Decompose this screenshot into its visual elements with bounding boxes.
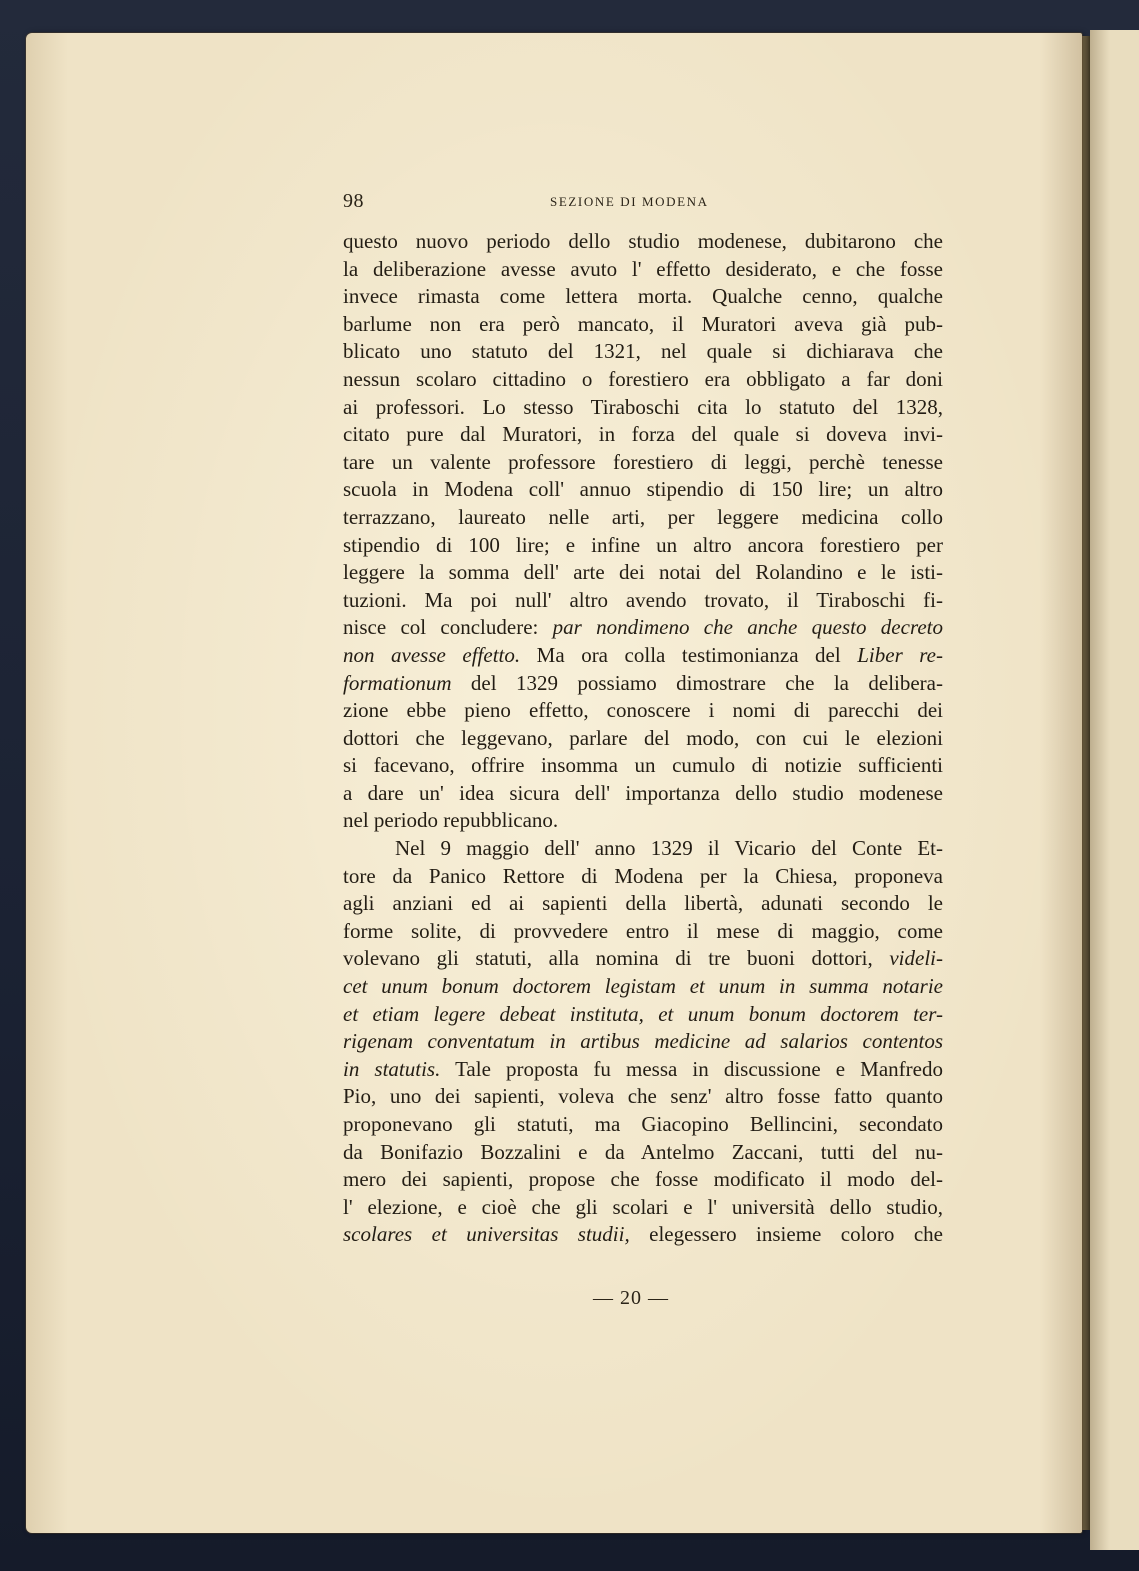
italic-text: formationum xyxy=(343,670,452,695)
section-title: SEZIONE DI MODENA xyxy=(550,194,709,209)
running-head xyxy=(343,190,943,216)
text-run: nel periodo repubblicano. xyxy=(343,808,559,833)
italic-text: par nondimeno che anche questo decreto xyxy=(552,615,943,640)
text-run: ai professori. Lo stesso Tiraboschi cita lo statuto del 1328, xyxy=(343,394,943,419)
text-run: dottori che leggevano, parlare del modo, con cui le elezioni xyxy=(343,725,943,750)
text-line xyxy=(343,1166,943,1194)
italic-text: et etiam legere debeat instituta, et unum bonum doctorem ter- xyxy=(343,1001,943,1026)
text-run: barlume non era però mancato, il Muratori aveva già pub- xyxy=(343,311,943,336)
text-line xyxy=(343,863,943,891)
text-line xyxy=(343,283,943,311)
footer-page-marker: — 20 — xyxy=(593,1287,669,1309)
italic-text: videli- xyxy=(889,946,943,971)
text-run: questo nuovo periodo dello studio modenese, dubitarono che xyxy=(343,229,943,253)
page-number: 98 xyxy=(343,190,364,212)
text-run: nessun scolaro cittadino o forestiero era obbligato a far doni xyxy=(343,366,943,391)
text-line xyxy=(343,587,943,615)
text-line xyxy=(343,394,943,422)
text-run: Ma ora colla testimonianza del xyxy=(520,642,858,667)
text-line xyxy=(343,559,943,587)
text-line xyxy=(343,780,943,808)
text-line xyxy=(343,476,943,504)
text-line xyxy=(343,752,943,780)
text-line xyxy=(343,338,943,366)
text-line xyxy=(343,366,943,394)
text-run: leggere la somma dell' arte dei notai del Rolandino e le isti- xyxy=(343,560,943,585)
text-line xyxy=(343,642,943,670)
text-line xyxy=(343,1111,943,1139)
text-run: forme solite, di provvedere entro il mese di maggio, come xyxy=(343,918,943,943)
text-line xyxy=(343,449,943,477)
text-run: blicato uno statuto del 1321, nel quale si dichiarava che xyxy=(343,339,943,364)
adjacent-page-edge xyxy=(1090,30,1139,1550)
text-run: mero dei sapienti, propose che fosse modificato il modo del- xyxy=(343,1167,943,1192)
text-line xyxy=(343,614,943,642)
text-run: scuola in Modena coll' annuo stipendio di 150 lire; un altro xyxy=(343,477,943,502)
text-line xyxy=(343,835,943,863)
text-line xyxy=(343,504,943,532)
text-run: agli anziani ed ai sapienti della libertà, adunati secondo le xyxy=(343,891,943,916)
paragraph xyxy=(343,228,943,835)
text-run: stipendio di 100 lire; e infine un altro ancora forestiero per xyxy=(343,532,943,557)
text-line xyxy=(343,1056,943,1084)
text-line xyxy=(343,973,943,1001)
text-run: tore da Panico Rettore di Modena per la Chiesa, proponeva xyxy=(343,863,943,888)
text-line xyxy=(343,807,943,835)
page-gutter-shadow xyxy=(1082,36,1090,1530)
text-run: da Bonifazio Bozzalini e da Antelmo Zaccani, tutti del nu- xyxy=(343,1139,943,1164)
text-line xyxy=(343,421,943,449)
text-run: del 1329 possiamo dimostrare che la delibera- xyxy=(451,670,943,695)
text-run: la deliberazione avesse avuto l' effetto desiderato, e che fosse xyxy=(343,256,943,281)
text-run: tare un valente professore forestiero di leggi, perchè tenesse xyxy=(343,449,943,474)
text-run: terrazzano, laureato nelle arti, per leggere medicina collo xyxy=(343,504,943,529)
text-run: tuzioni. Ma poi null' altro avendo trovato, il Tiraboschi fi- xyxy=(343,587,943,612)
italic-text: cet unum bonum doctorem legistam et unum in summa notarie xyxy=(343,974,943,999)
text-run: nisce col concludere: xyxy=(343,615,553,640)
text-run: Tale proposta fu messa in discussione e Manfredo xyxy=(440,1056,943,1081)
text-line xyxy=(343,890,943,918)
body-text xyxy=(343,228,943,1249)
text-line xyxy=(343,918,943,946)
text-line xyxy=(343,532,943,560)
text-line xyxy=(343,1221,943,1249)
text-line xyxy=(343,1028,943,1056)
text-run: a dare un' idea sicura dell' importanza dello studio modenese xyxy=(343,780,943,805)
text-run: zione ebbe pieno effetto, conoscere i nomi di parecchi dei xyxy=(343,698,943,723)
text-run: Pio, uno dei sapienti, voleva che senz' altro fosse fatto quanto xyxy=(343,1084,943,1109)
italic-text: scolares et universitas studii, xyxy=(343,1222,630,1247)
text-line xyxy=(343,670,943,698)
text-run: l' elezione, e cioè che gli scolari e l' università dello studio, xyxy=(343,1194,943,1219)
text-line xyxy=(343,1001,943,1029)
text-run: volevano gli statuti, alla nomina di tre buoni dottori, xyxy=(343,946,890,971)
italic-text: rigenam conventatum in artibus medicine ad salarios contentos xyxy=(343,1029,943,1054)
text-run: citato pure dal Muratori, in forza del quale si doveva invi- xyxy=(343,422,943,447)
text-run: invece rimasta come lettera morta. Qualche cenno, qualche xyxy=(343,284,943,309)
text-run: Nel 9 maggio dell' anno 1329 il Vicario del Conte Et- xyxy=(395,836,943,861)
italic-text: in statutis. xyxy=(343,1056,441,1081)
italic-text: non avesse effetto. xyxy=(343,642,521,667)
italic-text: Liber re- xyxy=(857,642,943,667)
text-run: elegessero insieme coloro che xyxy=(629,1222,943,1247)
text-run: proponevano gli statuti, ma Giacopino Bellincini, secondato xyxy=(343,1112,943,1136)
text-line xyxy=(343,697,943,725)
text-line xyxy=(343,725,943,753)
text-line xyxy=(343,1139,943,1167)
paragraph xyxy=(343,835,943,1249)
text-line xyxy=(343,1083,943,1111)
text-run: si facevano, offrire insomma un cumulo di notizie sufficienti xyxy=(343,753,943,778)
text-line xyxy=(343,228,943,256)
text-line xyxy=(343,945,943,973)
text-line xyxy=(343,1194,943,1222)
text-line xyxy=(343,256,943,284)
text-line xyxy=(343,311,943,339)
